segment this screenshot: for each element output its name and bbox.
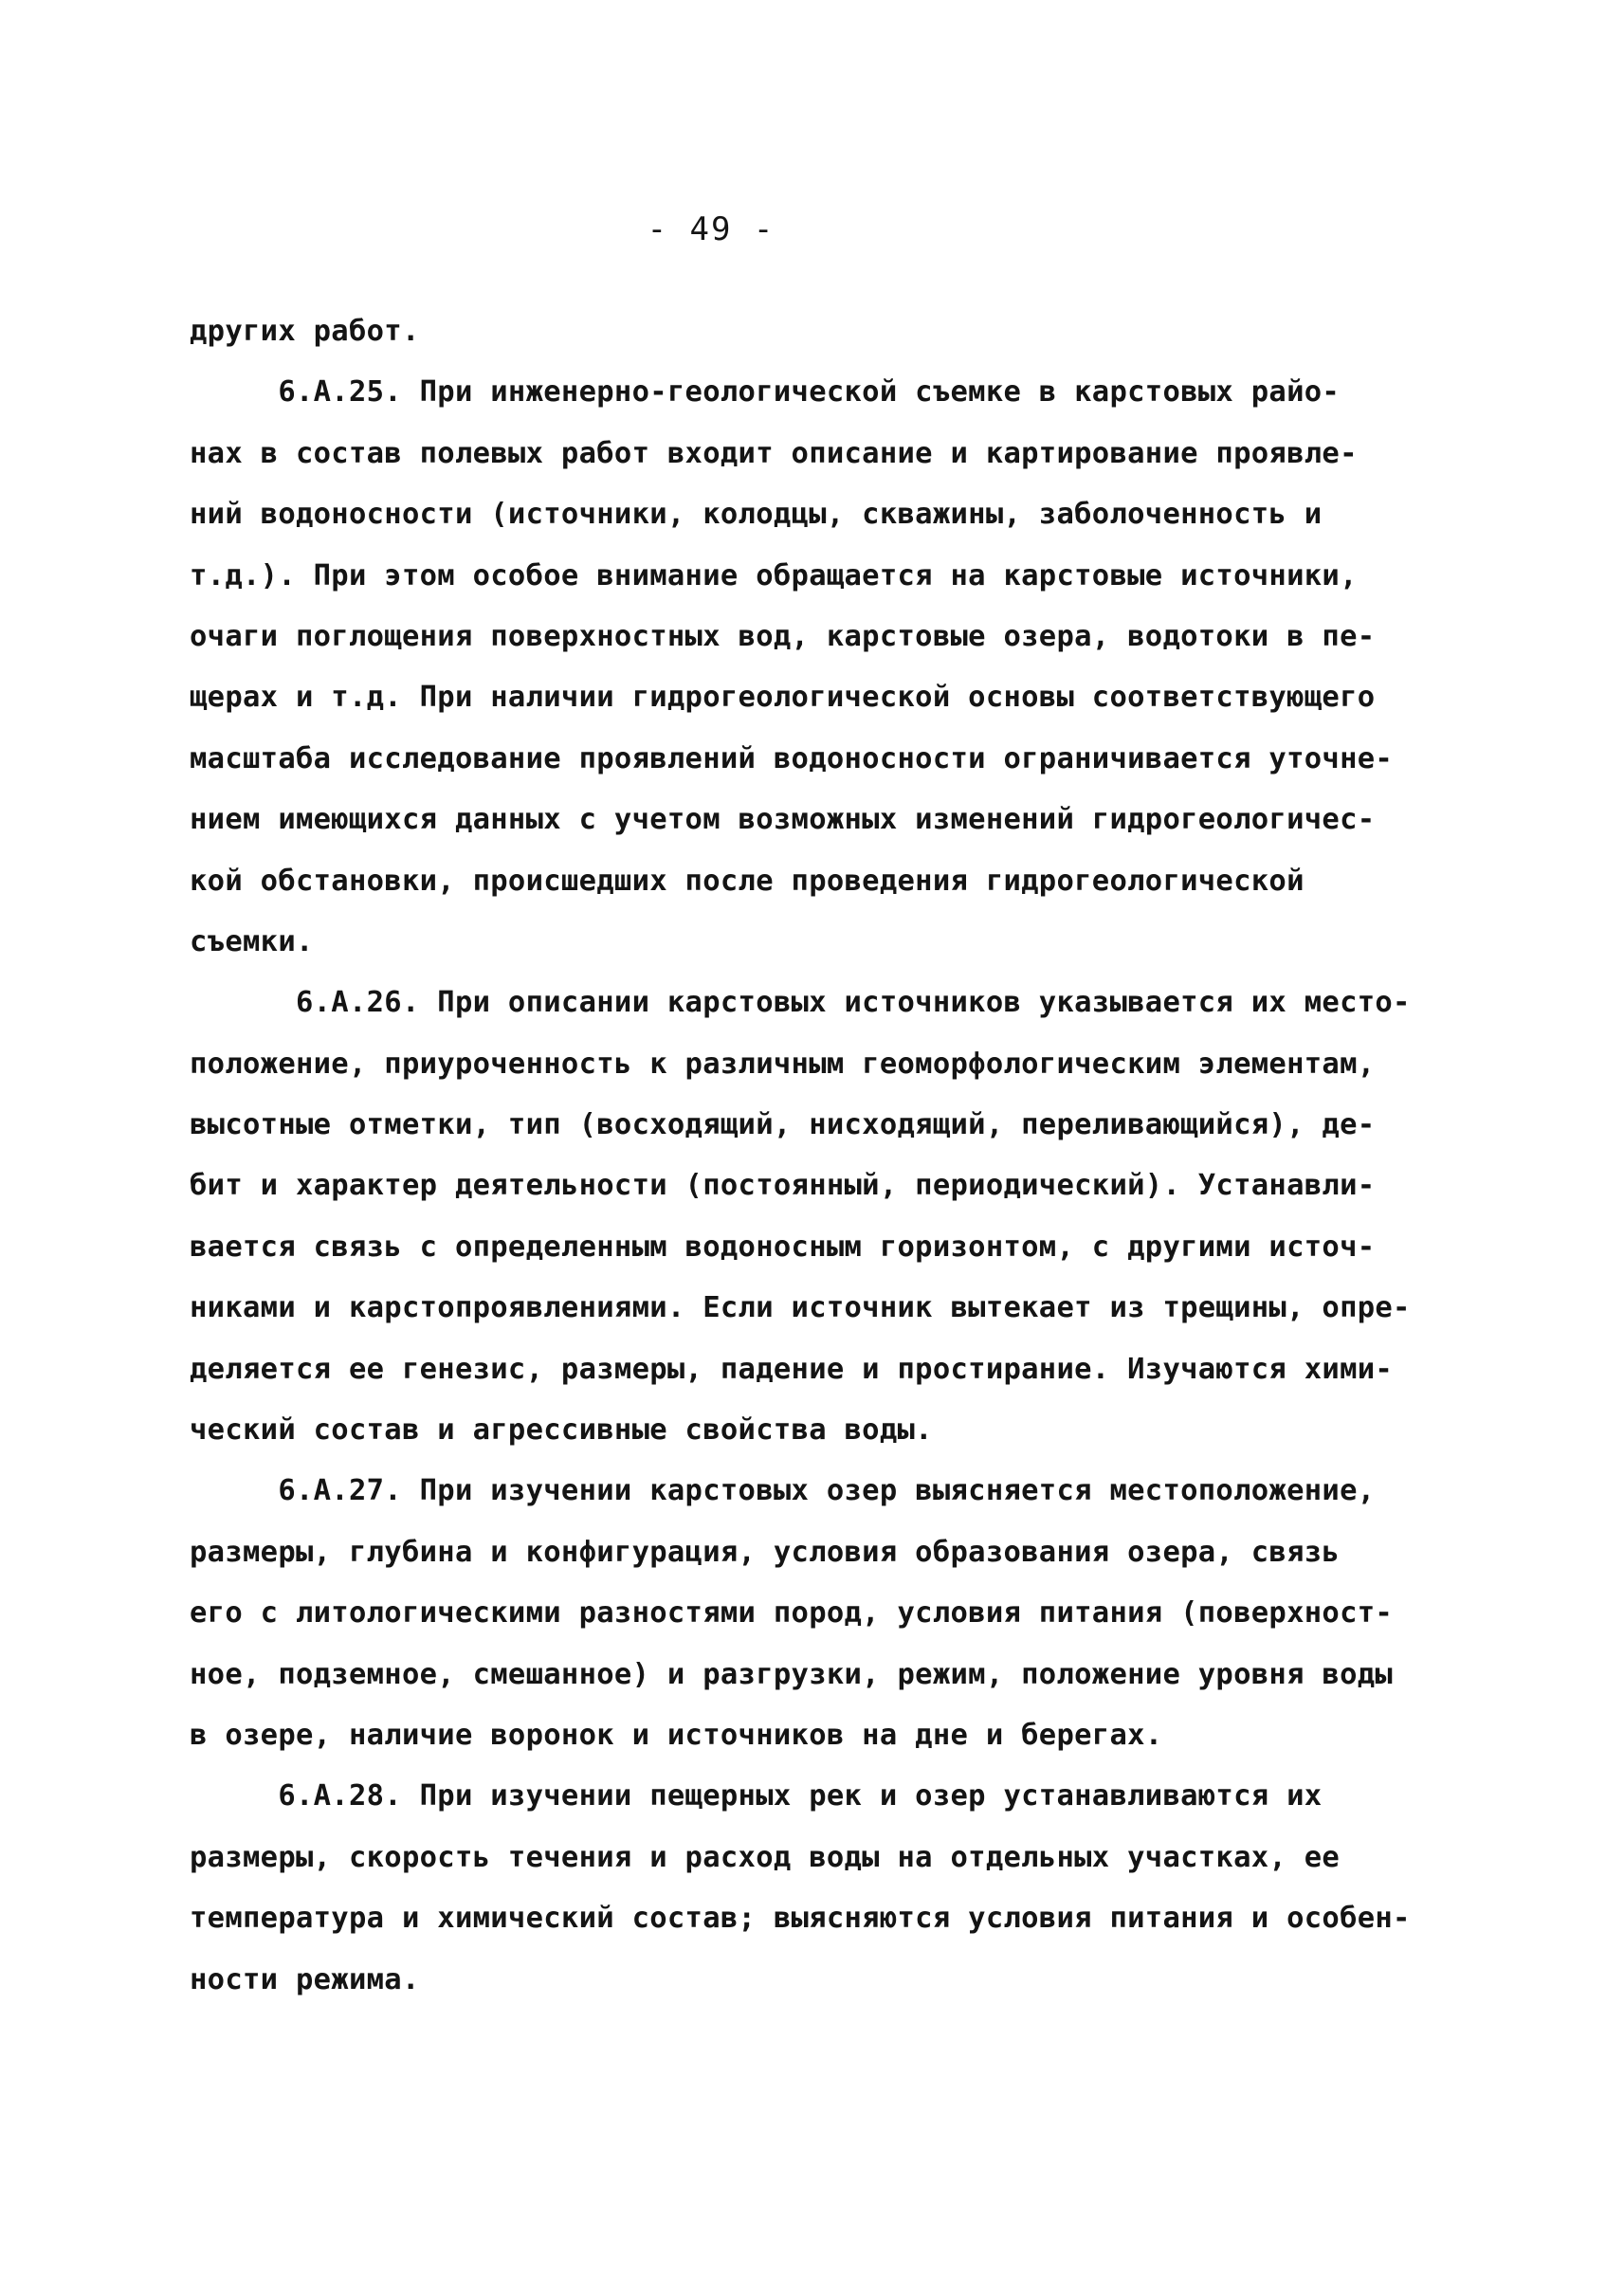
text-line: размеры, глубина и конфигурация, условия образования озера, связь bbox=[190, 1535, 1341, 1569]
text-line: высотные отметки, тип (восходящий, нисходящий, переливающийся), де- bbox=[190, 1108, 1376, 1142]
text-line: ний водоносности (источники, колодцы, скважины, заболоченность и bbox=[190, 498, 1323, 532]
text-line: его с литологическими разностями пород, условия питания (поверхност- bbox=[190, 1596, 1394, 1631]
text-line: нием имеющихся данных с учетом возможных изменений гидрогеологичес- bbox=[190, 803, 1376, 837]
text-line: 6.А.27. При изучении карстовых озер выясняется местоположение, bbox=[190, 1474, 1376, 1508]
text-line: вается связь с определенным водоносным горизонтом, с другими источ- bbox=[190, 1230, 1376, 1264]
text-line: других работ. bbox=[190, 315, 420, 348]
text-line: деляется ее генезис, размеры, падение и простирание. Изучаются хими- bbox=[190, 1352, 1394, 1386]
text-line: кой обстановки, происшедших после проведения гидрогеологической bbox=[190, 864, 1305, 898]
page-number: - 49 - bbox=[647, 210, 776, 248]
text-line: ное, подземное, смешанное) и разгрузки, режим, положение уровня воды bbox=[190, 1657, 1394, 1691]
text-line: никами и карстопроявлениями. Если источник вытекает из трещины, опре- bbox=[190, 1291, 1411, 1325]
text-line: в озере, наличие воронок и источников на дне и берегах. bbox=[190, 1718, 1163, 1752]
text-line: масштаба исследование проявлений водоносности ограничивается уточне- bbox=[190, 741, 1394, 775]
text-line: 6.А.26. При описании карстовых источников указывается их место- bbox=[190, 986, 1411, 1020]
text-line: 6.А.25. При инженерно-геологической съемке в карстовых райо- bbox=[190, 375, 1341, 410]
text-line: ческий состав и агрессивные свойства воды. bbox=[190, 1413, 933, 1448]
text-line: бит и характер деятельности (постоянный, периодический). Устанавли- bbox=[190, 1169, 1376, 1203]
text-line: положение, приуроченность к различным геоморфологическим элементам, bbox=[190, 1047, 1376, 1081]
text-line: очаги поглощения поверхностных вод, карстовые озера, водотоки в пе- bbox=[190, 619, 1376, 653]
body-text bbox=[190, 301, 1479, 2011]
text-line: температура и химический состав; выясняются условия питания и особен- bbox=[190, 1902, 1411, 1936]
text-line: щерах и т.д. При наличии гидрогеологической основы соответствующего bbox=[190, 681, 1376, 715]
text-line: ности режима. bbox=[190, 1962, 420, 1996]
text-line: съемки. bbox=[190, 924, 314, 958]
text-line: нах в состав полевых работ входит описание и картирование проявле- bbox=[190, 436, 1358, 470]
text-line: т.д.). При этом особое внимание обращается на карстовые источники, bbox=[190, 558, 1358, 592]
text-line: 6.А.28. При изучении пещерных рек и озер устанавливаются их bbox=[190, 1779, 1323, 1813]
text-line: размеры, скорость течения и расход воды на отдельных участках, ее bbox=[190, 1840, 1341, 1874]
